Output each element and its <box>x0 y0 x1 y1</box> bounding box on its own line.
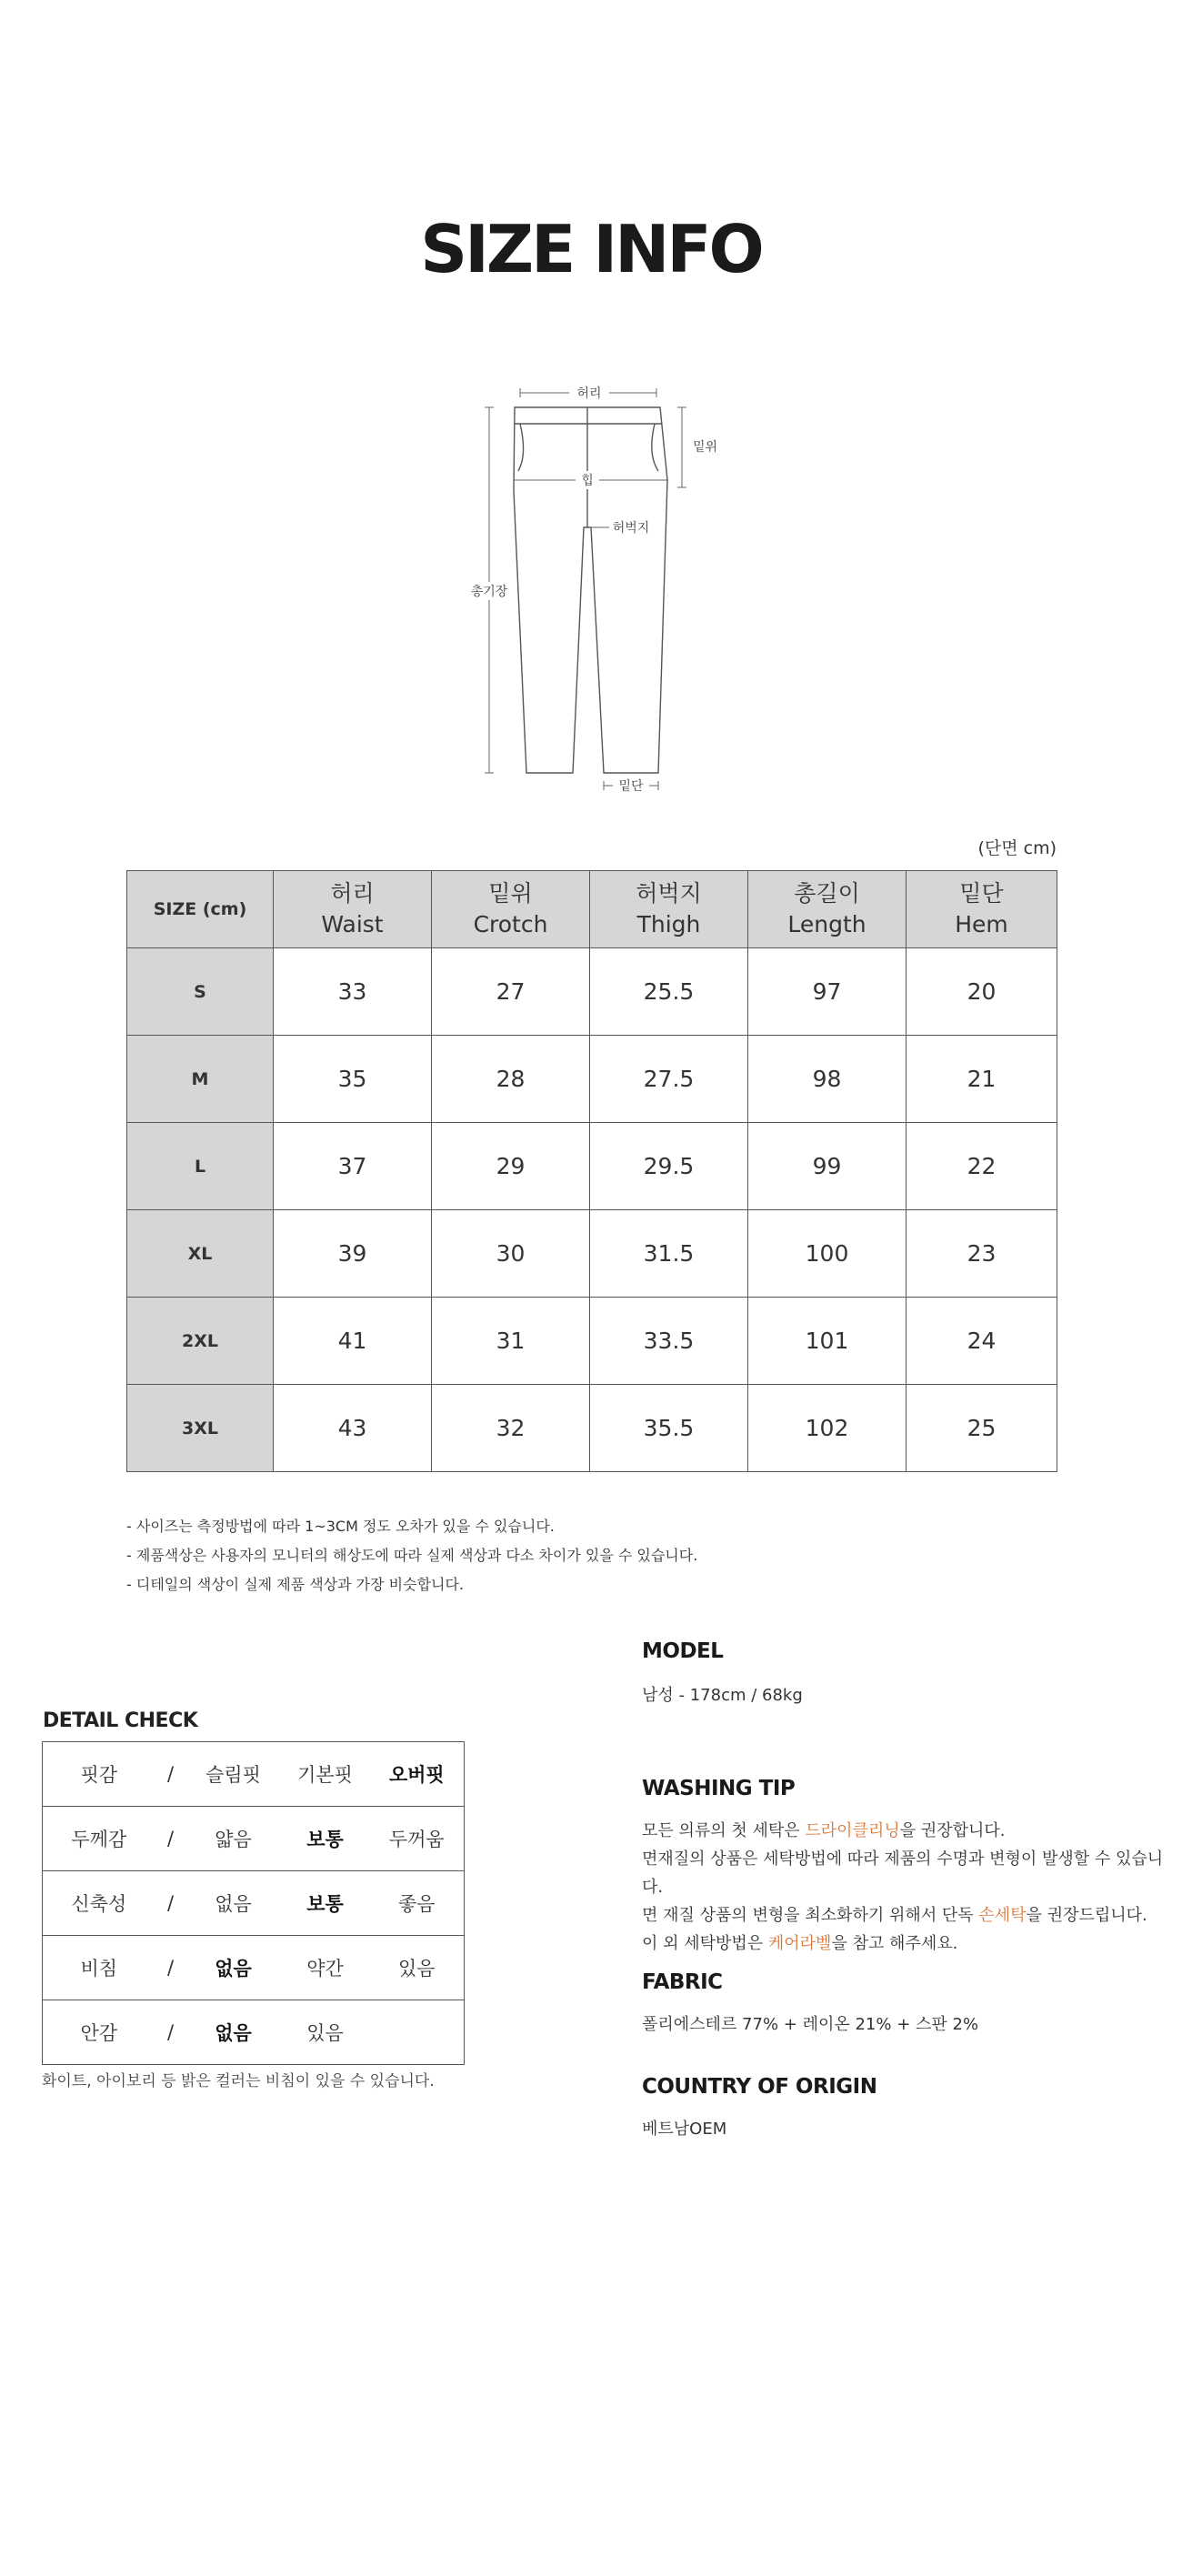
pants-outline <box>514 407 667 773</box>
unit-note: (단면 cm) <box>977 838 1057 858</box>
size-label: M <box>127 1036 274 1123</box>
detail-label: 안감 <box>80 2022 118 2044</box>
detail-option-selected: 없음 <box>215 2022 252 2044</box>
detail-row <box>43 2000 465 2065</box>
thigh-column-header: 허벅지 Thigh <box>590 871 748 948</box>
detail-row <box>43 1742 465 1807</box>
page-title: SIZE INFO <box>420 211 762 287</box>
washing-section <box>642 1777 1182 1958</box>
hem-label: 밑단 <box>618 779 644 794</box>
size-table <box>126 870 1057 1472</box>
note-line: - 디테일의 색상이 실제 제품 색상과 가장 비슷합니다. <box>126 1576 465 1593</box>
detail-check-title: DETAIL CHECK <box>43 1709 198 1732</box>
note-line: - 사이즈는 측정방법에 따라 1~3CM 정도 오차가 있을 수 있습니다. <box>126 1518 555 1535</box>
detail-check-note: 화이트, 아이보리 등 밝은 컬러는 비침이 있을 수 있습니다. <box>42 2072 435 2090</box>
table-row <box>127 1385 1057 1472</box>
waist-column-header: 허리 Waist <box>274 871 432 948</box>
detail-row <box>43 1871 465 1936</box>
detail-separator: / <box>166 2021 175 2043</box>
detail-option-selected: 보통 <box>306 1893 344 1915</box>
detail-option: 있음 <box>306 2022 344 2044</box>
washing-line: 이 외 세탁방법은 케어라벨을 참고 해주세요. <box>642 1934 958 1953</box>
model-title: MODEL <box>642 1639 724 1663</box>
detail-option: 슬림핏 <box>205 1764 261 1786</box>
size-label: S <box>127 948 274 1036</box>
length-column-header: 총길이 Length <box>748 871 907 948</box>
right-pocket <box>652 424 658 471</box>
table-cell: 31.5 <box>590 1210 748 1298</box>
detail-option-selected: 오버핏 <box>388 1764 445 1786</box>
table-cell: 101 <box>748 1298 907 1385</box>
table-cell: 31 <box>432 1298 590 1385</box>
detail-option: 기본핏 <box>297 1764 353 1786</box>
highlight-text: 드라이클리닝 <box>805 1821 900 1840</box>
table-cell: 30 <box>432 1210 590 1298</box>
model-section <box>642 1639 803 1709</box>
table-cell: 22 <box>907 1123 1057 1210</box>
table-cell: 28 <box>432 1036 590 1123</box>
washing-line: 면재질의 상품은 세탁방법에 따라 제품의 수명과 변형이 발생할 수 있습니다. <box>642 1849 1164 1897</box>
detail-option <box>370 2000 465 2065</box>
fabric-title: FABRIC <box>642 1970 723 1994</box>
crotch-column-header: 밑위 Crotch <box>432 871 590 948</box>
fabric-section <box>642 1970 978 2039</box>
table-cell: 21 <box>907 1036 1057 1123</box>
detail-option: 약간 <box>306 1958 344 1980</box>
table-cell: 24 <box>907 1298 1057 1385</box>
detail-option-selected: 보통 <box>306 1829 344 1850</box>
table-cell: 35 <box>274 1036 432 1123</box>
detail-option: 좋음 <box>397 1893 436 1915</box>
length-label: 총기장 <box>470 585 508 599</box>
detail-option-selected: 없음 <box>215 1958 252 1980</box>
table-row <box>127 1210 1057 1298</box>
detail-separator: / <box>166 1892 175 1914</box>
detail-label: 신축성 <box>71 1893 127 1915</box>
highlight-text: 손세탁 <box>978 1906 1027 1925</box>
table-cell: 25.5 <box>590 948 748 1036</box>
detail-label: 두께감 <box>71 1829 127 1850</box>
table-row <box>127 1036 1057 1123</box>
detail-separator: / <box>166 1763 175 1785</box>
washing-line: 모든 의류의 첫 세탁은 드라이클리닝을 권장합니다. <box>642 1821 1006 1840</box>
table-cell: 25 <box>907 1385 1057 1472</box>
detail-label: 비침 <box>80 1958 118 1980</box>
size-label: L <box>127 1123 274 1210</box>
detail-option: 없음 <box>215 1893 252 1915</box>
table-cell: 98 <box>748 1036 907 1123</box>
highlight-text: 케어라벨 <box>767 1934 832 1953</box>
size-notes <box>126 1512 697 1599</box>
detail-option: 두꺼움 <box>388 1829 445 1850</box>
size-table-header <box>127 871 1057 948</box>
detail-row <box>43 1807 465 1871</box>
hem-column-header: 밑단 Hem <box>907 871 1057 948</box>
table-cell: 35.5 <box>590 1385 748 1472</box>
detail-separator: / <box>166 1828 175 1849</box>
table-cell: 23 <box>907 1210 1057 1298</box>
table-cell: 33.5 <box>590 1298 748 1385</box>
table-cell: 102 <box>748 1385 907 1472</box>
table-cell: 29 <box>432 1123 590 1210</box>
table-cell: 33 <box>274 948 432 1036</box>
detail-separator: / <box>166 1957 175 1979</box>
size-column-header: SIZE (cm) <box>127 871 274 948</box>
size-label: 2XL <box>127 1298 274 1385</box>
waist-label: 허리 <box>576 386 602 401</box>
table-cell: 100 <box>748 1210 907 1298</box>
detail-option: 있음 <box>397 1958 436 1980</box>
table-cell: 29.5 <box>590 1123 748 1210</box>
note-line: - 제품색상은 사용자의 모니터의 해상도에 따라 실제 색상과 다소 차이가 있을 수 있습니다. <box>126 1547 698 1564</box>
table-row <box>127 1123 1057 1210</box>
size-label: XL <box>127 1210 274 1298</box>
table-cell: 43 <box>274 1385 432 1472</box>
table-cell: 39 <box>274 1210 432 1298</box>
washing-line: 면 재질 상품의 변형을 최소화하기 위해서 단독 손세탁을 권장드립니다. <box>642 1906 1147 1925</box>
table-cell: 37 <box>274 1123 432 1210</box>
detail-label: 핏감 <box>80 1764 118 1786</box>
origin-title: COUNTRY OF ORIGIN <box>642 2075 877 2099</box>
table-cell: 97 <box>748 948 907 1036</box>
detail-row <box>43 1936 465 2000</box>
size-label: 3XL <box>127 1385 274 1472</box>
table-row <box>127 1298 1057 1385</box>
washing-title: WASHING TIP <box>642 1777 796 1800</box>
origin-section <box>642 2075 876 2143</box>
table-cell: 41 <box>274 1298 432 1385</box>
left-pocket <box>518 424 524 471</box>
table-cell: 32 <box>432 1385 590 1472</box>
table-cell: 27 <box>432 948 590 1036</box>
model-text: 남성 - 178cm / 68kg <box>642 1686 803 1705</box>
table-cell: 99 <box>748 1123 907 1210</box>
origin-text: 베트남OEM <box>642 2120 727 2139</box>
detail-check-table <box>42 1741 465 2065</box>
table-row <box>127 948 1057 1036</box>
hip-label: 힙 <box>581 474 594 488</box>
table-cell: 20 <box>907 948 1057 1036</box>
rise-label: 밑위 <box>693 440 718 455</box>
detail-option: 얇음 <box>215 1829 252 1850</box>
thigh-label: 허벅지 <box>612 521 650 536</box>
table-cell: 27.5 <box>590 1036 748 1123</box>
pants-measurement-diagram <box>436 364 746 800</box>
fabric-text: 폴리에스테르 77% + 레이온 21% + 스판 2% <box>642 2015 979 2034</box>
